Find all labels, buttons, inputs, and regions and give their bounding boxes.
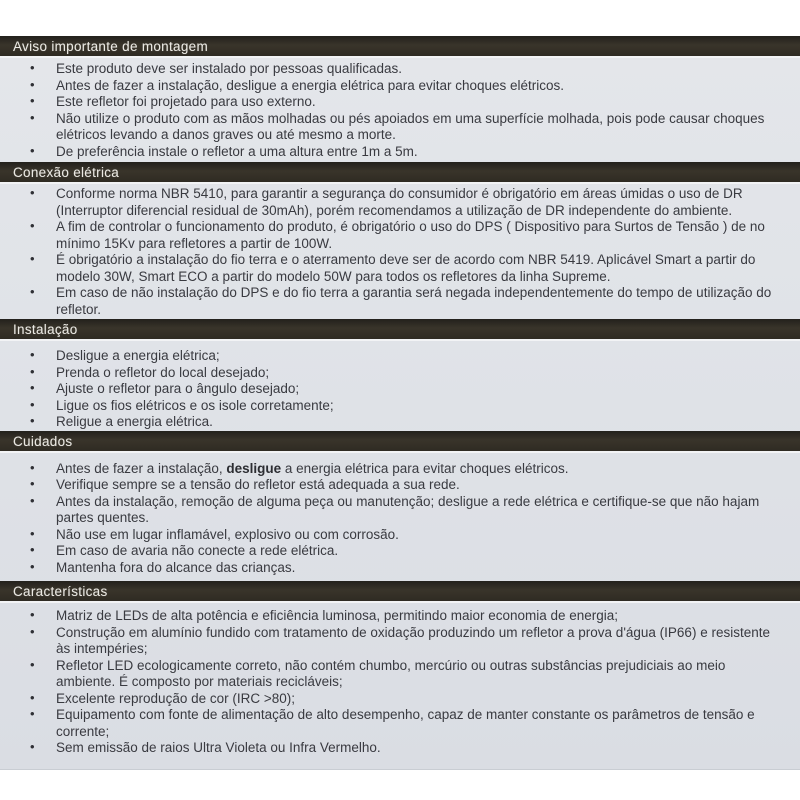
- section-aviso-importante: [0, 36, 800, 162]
- list-item: [0, 494, 800, 527]
- list-item: [0, 477, 800, 494]
- list-item-text: Equipamento com fonte de alimentação de alto desempenho, capaz de manter constante os parâmetros de tensão e corrente;: [56, 707, 755, 739]
- list-item: [0, 285, 800, 318]
- list-item: [0, 707, 800, 740]
- section-list: [0, 341, 800, 431]
- list-item: [0, 144, 800, 161]
- section-cuidados: [0, 431, 800, 582]
- list-item-text: De preferência instale o refletor a uma altura entre 1m a 5m.: [56, 143, 418, 159]
- section-title: Aviso importante de montagem: [13, 39, 209, 54]
- list-item-text: Desligue a energia elétrica;: [56, 348, 220, 363]
- section-list: [0, 603, 800, 761]
- section-caracteristicas: [0, 581, 800, 761]
- bullet-icon: •: [30, 347, 35, 362]
- list-item-text: Refletor LED ecologicamente correto, não contém chumbo, mercúrio ou outras substâncias prejudiciais ao meio ambiente. É composto por materiais recicláveis;: [56, 657, 726, 689]
- list-item-text: Sem emissão de raios Ultra Violeta ou Infra Vermelho.: [56, 740, 381, 755]
- list-item: [0, 414, 800, 431]
- bullet-icon: •: [30, 251, 35, 266]
- list-item-text: Construção em alumínio fundido com tratamento de oxidação produzindo um refletor a prova d'água (IP66) e resistente às intempéries;: [56, 624, 770, 656]
- list-item: [0, 365, 800, 382]
- bullet-icon: •: [30, 218, 35, 233]
- section-title: Características: [13, 584, 108, 599]
- bullet-icon: •: [30, 525, 35, 541]
- section-instalacao: [0, 319, 800, 431]
- bullet-icon: •: [30, 60, 35, 75]
- list-item: [0, 78, 800, 95]
- bullet-icon: •: [30, 739, 35, 754]
- bullet-icon: •: [30, 689, 35, 705]
- bullet-icon: •: [30, 542, 35, 557]
- list-item: [0, 527, 800, 544]
- list-item-text: Ajuste o refletor para o ângulo desejado;: [56, 381, 300, 396]
- list-item: [0, 608, 800, 625]
- list-item-text: Excelente reprodução de cor (IRC >80);: [56, 690, 295, 706]
- list-item-text: É obrigatório a instalação do fio terra e o aterramento deve ser de acordo com NBR 5419. Aplicável Smart a partir do modelo 30W, Smart ECO a partir do modelo 50W para todos os refletores da linha Supreme.: [56, 252, 756, 284]
- list-item-text: [56, 461, 569, 476]
- bullet-icon: •: [30, 459, 35, 475]
- list-item: [0, 381, 800, 398]
- list-item-text: Verifique sempre se a tensão do refletor está adequada a sua rede.: [56, 477, 460, 492]
- list-item: [0, 691, 800, 708]
- section-list: [0, 184, 800, 319]
- list-item-text: Religue a energia elétrica.: [56, 414, 213, 429]
- section-list: [0, 58, 800, 162]
- bullet-icon: •: [30, 706, 35, 721]
- list-item-text: Em caso de não instalação do DPS e do fio terra a garantia será negada independentemente do tempo de utilização do refletor.: [56, 285, 772, 317]
- list-item-text: Mantenha fora do alcance das crianças.: [56, 559, 296, 575]
- list-item: [0, 252, 800, 285]
- bullet-icon: •: [30, 476, 35, 491]
- bullet-icon: •: [30, 185, 35, 200]
- list-item-text: Não use em lugar inflamável, explosivo ou com corrosão.: [56, 526, 399, 542]
- list-item: [0, 560, 800, 577]
- list-item-text: Ligue os fios elétricos e os isole corretamente;: [56, 397, 334, 413]
- list-item-text: Este refletor foi projetado para uso externo.: [56, 94, 316, 109]
- manual-page: [0, 36, 800, 770]
- list-item: [0, 94, 800, 111]
- section-header-caracteristicas: [0, 581, 800, 603]
- bullet-icon: •: [30, 363, 35, 379]
- list-item: [0, 348, 800, 365]
- list-item: [0, 740, 800, 757]
- list-item-text-bold: desligue: [226, 460, 282, 476]
- list-item: [0, 219, 800, 252]
- bullet-icon: •: [30, 607, 35, 622]
- section-list: [0, 453, 800, 582]
- bullet-icon: •: [30, 656, 35, 672]
- list-item: [0, 543, 800, 560]
- bullet-icon: •: [30, 558, 35, 574]
- bullet-icon: •: [30, 76, 35, 92]
- list-item-text: Prenda o refletor do local desejado;: [56, 364, 270, 380]
- list-item-text: A fim de controlar o funcionamento do produto, é obrigatório o uso do DPS ( Dispositivo para Surtos de Tensão ) de no mínimo 15Kv para refletores a partir de 100W.: [56, 219, 765, 251]
- list-item-text: Antes de fazer a instalação, desligue a energia elétrica para evitar choques elétricos.: [56, 77, 565, 93]
- bullet-icon: •: [30, 142, 35, 158]
- section-conexao-eletrica: [0, 162, 800, 319]
- section-header-cuidados: [0, 431, 800, 453]
- list-item: [0, 658, 800, 691]
- bullet-icon: •: [30, 109, 35, 125]
- list-item-text: Conforme norma NBR 5410, para garantir a segurança do consumidor é obrigatório em áreas úmidas o uso de DR (Interruptor diferencial residual de 30mAh), porém recomendamos a utilização de DR independente do ambiente.: [56, 186, 743, 218]
- section-header-instalacao: [0, 319, 800, 341]
- bullet-icon: •: [30, 623, 35, 639]
- bullet-icon: •: [30, 492, 35, 508]
- list-item-text: Este produto deve ser instalado por pessoas qualificadas.: [56, 61, 402, 76]
- list-item: [0, 61, 800, 78]
- bullet-icon: •: [30, 413, 35, 428]
- list-item-text: Antes da instalação, remoção de alguma peça ou manutenção; desligue a rede elétrica e certifique-se que não hajam partes quentes.: [56, 493, 760, 525]
- section-header-conexao-eletrica: [0, 162, 800, 184]
- bullet-icon: •: [30, 396, 35, 412]
- list-item: [0, 625, 800, 658]
- list-item: [0, 111, 800, 144]
- list-item: [0, 186, 800, 219]
- section-title: Cuidados: [13, 433, 73, 449]
- bullet-icon: •: [30, 284, 35, 299]
- list-item-text-segment: a energia elétrica para evitar choques elétricos.: [281, 460, 569, 476]
- list-item-text: Não utilize o produto com as mãos molhadas ou pés apoiados em uma superfície molhada, pois pode causar choques elétricos levando a danos graves ou até mesmo a morte.: [56, 110, 765, 142]
- list-item: [0, 461, 800, 478]
- section-title: Conexão elétrica: [13, 165, 120, 180]
- list-item-text: Em caso de avaria não conecte a rede elétrica.: [56, 543, 339, 558]
- bullet-icon: •: [30, 93, 35, 108]
- list-item: [0, 398, 800, 415]
- list-item-text: Matriz de LEDs de alta potência e eficiência luminosa, permitindo maior economia de energia;: [56, 608, 619, 623]
- bullet-icon: •: [30, 380, 35, 395]
- section-title: Instalação: [13, 322, 78, 337]
- list-item-text-segment: Antes de fazer a instalação,: [56, 460, 227, 476]
- section-header-aviso-importante: [0, 36, 800, 58]
